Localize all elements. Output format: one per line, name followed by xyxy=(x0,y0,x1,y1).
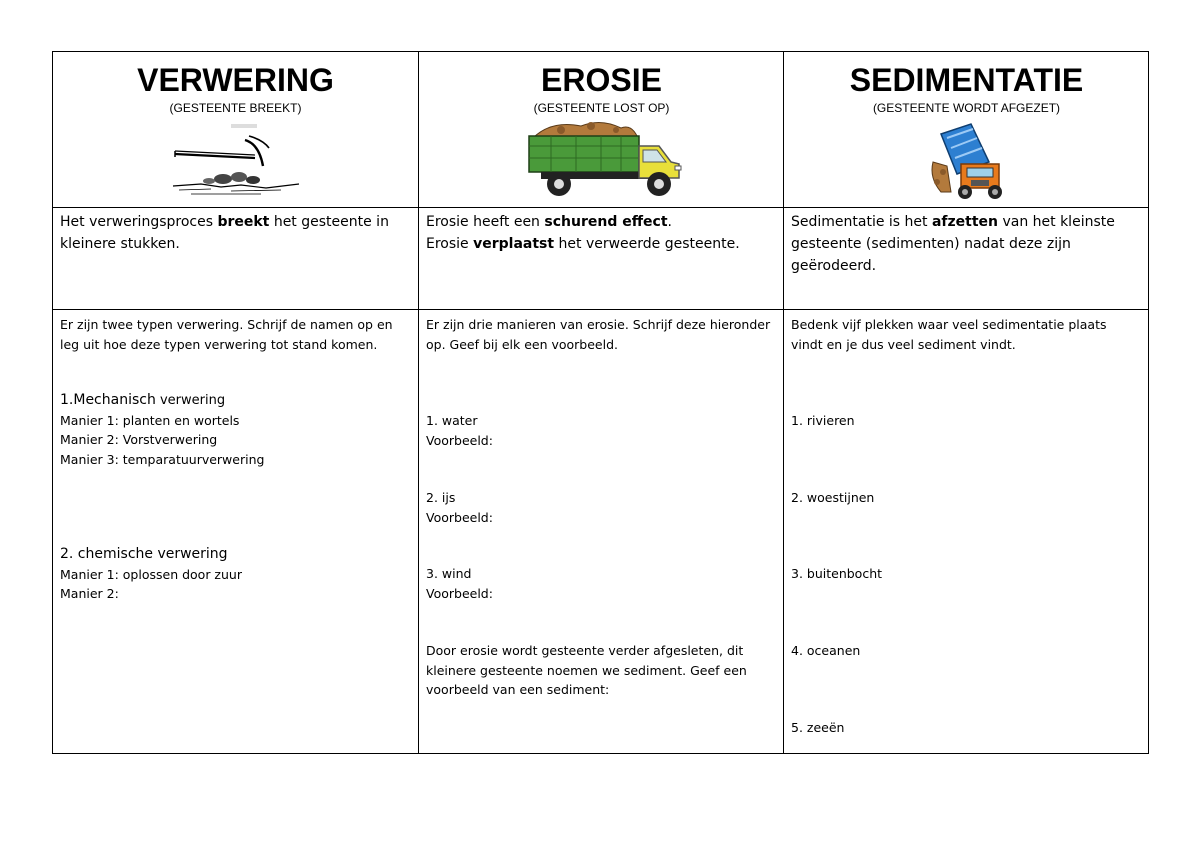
task-verwering xyxy=(53,310,418,753)
type1-suffix: verwering xyxy=(155,393,226,408)
example-label: Voorbeeld: xyxy=(426,509,493,525)
erosie-way-3: 3. wind xyxy=(426,566,472,581)
def-keyword: schurend effect xyxy=(544,214,668,230)
type1-way-1: Manier 1: planten en wortels xyxy=(60,412,240,428)
def-keyword: breekt xyxy=(217,214,270,230)
column-sedimentatie xyxy=(783,52,1149,753)
header-erosie xyxy=(419,52,784,208)
sediment-question-block xyxy=(426,641,777,700)
worksheet-table xyxy=(52,51,1149,754)
erosie-way-2: 2. ijs xyxy=(426,490,456,505)
type1-heading xyxy=(60,391,411,411)
task-intro: Er zijn drie manieren van erosie. Schrijf deze hieronder op. Geef bij elk een voorbeeld. xyxy=(426,317,771,352)
column-verwering xyxy=(53,52,418,753)
type1-name: Mechanisch xyxy=(73,392,156,408)
tipper-truck-icon xyxy=(927,122,1007,202)
definition-verwering xyxy=(53,208,418,310)
erosie-way-3-block xyxy=(426,564,777,603)
def-text: Sedimentatie is het xyxy=(791,214,932,230)
header-sedimentatie xyxy=(784,52,1149,208)
erosie-way-2-block xyxy=(426,488,777,527)
task-erosie xyxy=(419,310,784,753)
def-text: . xyxy=(667,214,672,230)
dump-truck-icon xyxy=(521,116,683,202)
type2-heading: 2. chemische verwering xyxy=(60,546,228,562)
task-intro: Bedenk vijf plekken waar veel sedimentatie plaats vindt en je dus veel sediment vindt. xyxy=(791,317,1107,352)
def-text: het verweerde gesteente. xyxy=(554,236,740,252)
type1-way-2: Manier 2: Vorstverwering xyxy=(60,432,218,447)
def-text: Erosie heeft een xyxy=(426,214,545,230)
place-3: 3. buitenbocht xyxy=(791,566,883,581)
title-verwering: VERWERING xyxy=(137,62,334,98)
subtitle-verwering: (GESTEENTE BREEKT) xyxy=(169,101,302,115)
header-verwering xyxy=(53,52,418,208)
erosie-way-1-block xyxy=(426,411,777,450)
place-4: 4. oceanen xyxy=(791,643,861,658)
definition-erosie xyxy=(419,208,784,310)
task-intro: Er zijn twee typen verwering. Schrijf de namen op en leg uit hoe deze typen verwering tot stand komen. xyxy=(60,317,393,352)
task-sedimentatie xyxy=(784,310,1149,753)
place-5: 5. zeeën xyxy=(791,720,845,735)
type2-way-2: Manier 2: xyxy=(60,586,119,601)
example-label: Voorbeeld: xyxy=(426,585,493,601)
title-sedimentatie: SEDIMENTATIE xyxy=(849,62,1084,98)
title-erosie: EROSIE xyxy=(541,62,662,98)
column-erosie xyxy=(418,52,784,753)
subtitle-erosie: (GESTEENTE LOST OP) xyxy=(533,101,670,115)
pickaxe-icon xyxy=(171,124,301,196)
place-2: 2. woestijnen xyxy=(791,490,875,505)
type1-way-3: Manier 3: temparatuurverwering xyxy=(60,451,265,467)
type1-number: 1. xyxy=(60,392,74,408)
definition-sedimentatie xyxy=(784,208,1149,310)
def-keyword: afzetten xyxy=(931,214,999,230)
sediment-question: Door erosie wordt gesteente verder afgesleten, dit kleinere gesteente noemen we sediment. Geef een voorbeeld van een sediment: xyxy=(426,643,747,697)
def-text: van het kleinste gesteente (sedimenten) nadat deze zijn geërodeerd. xyxy=(791,214,1115,274)
type2-way-1: Manier 1: oplossen door zuur xyxy=(60,566,242,582)
subtitle-sedimentatie: (GESTEENTE WORDT AFGEZET) xyxy=(872,101,1061,115)
def-text: het gesteente in kleinere stukken. xyxy=(60,214,389,252)
def-keyword: verplaatst xyxy=(473,236,555,252)
place-1: 1. rivieren xyxy=(791,413,855,428)
def-text: Erosie xyxy=(426,236,474,252)
example-label: Voorbeeld: xyxy=(426,432,493,448)
erosie-way-1: 1. water xyxy=(426,413,478,428)
def-text: Het verweringsproces xyxy=(60,214,218,230)
